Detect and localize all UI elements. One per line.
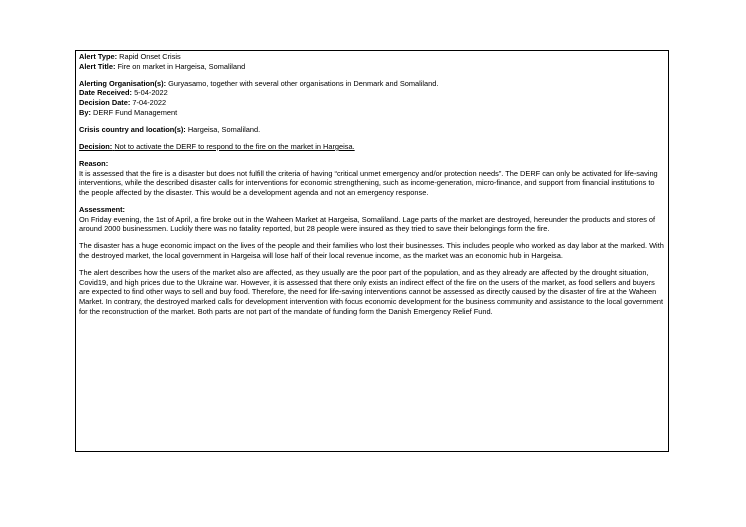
decision-date-line: Decision Date: 7-04-2022 xyxy=(79,97,167,107)
reason-heading: Reason: xyxy=(79,159,109,169)
reason-text: It is assessed that the fire is a disaster but does not fulfill the criteria of having “critical unmet emergency and/or protection needs”. The DERF can only be activated for life-saving interventions, while the described disaster calls for interventions for economic strengthening, such as income-generation, micro-finance, and support from financial institutions to the people affected by the disaster. This would be a development agenda and not an emergency response. xyxy=(79,168,658,197)
alert-title-line: Alert Title: Fire on market in Hargeisa, Somaliland xyxy=(79,61,246,71)
assessment-heading: Assessment: xyxy=(79,205,126,215)
decision-line: Decision: Not to activate the DERF to respond to the fire on the market in Hargeisa. xyxy=(79,141,355,151)
decision-document xyxy=(75,50,669,452)
by-line: By: DERF Fund Management xyxy=(79,107,178,117)
assessment-paragraph-3: The alert describes how the users of the market also are affected, as they usually are the poor part of the population, and as they already are affected by the drought situation, Covid19, and high prices due to the Ukraine war. However, it is assessed that there only exists an indirect effect of the fire on the users of the market, as food sellers and buyers are expected to find other ways to sell and buy food. Therefore, the need for life-saving interventions cannot be assessed as directly caused by the disaster of fire at the Waheen Market. In contrary, the destroyed marked calls for development intervention with focus economic development for the business community and assistance to the local government for the reconstruction of the market. Both parts are not part of the mandate of funding form the Danish Emergency Relief Fund. xyxy=(79,268,664,316)
assessment-paragraph-2: The disaster has a huge economic impact on the lives of the people and their families who lost their businesses. This includes people who worked as day labor at the marked. With the destroyed market, the local government in Hargeisa will lose half of their local revenue income, as the market was an economic hub in Hargeisa. xyxy=(79,241,664,261)
assessment-paragraph-1: On Friday evening, the 1st of April, a fire broke out in the Waheen Market at Hargeisa, Somaliland. Lage parts of the market are destroyed, hereunder the products and stores of around 2000 businessmen. Luckily there was no fatality reported, but 28 people were insured as they tried to save their belongings form the fire. xyxy=(79,214,656,234)
alert-type-line: Alert Type: Rapid Onset Crisis xyxy=(79,52,181,61)
alerting-org-line: Alerting Organisation(s): Guryasamo, together with several other organisations in Denmark and Somaliland. xyxy=(79,78,439,88)
date-received-line: Date Received: 5-04-2022 xyxy=(79,88,168,98)
crisis-location-line: Crisis country and location(s): Hargeisa, Somaliland. xyxy=(79,124,261,134)
